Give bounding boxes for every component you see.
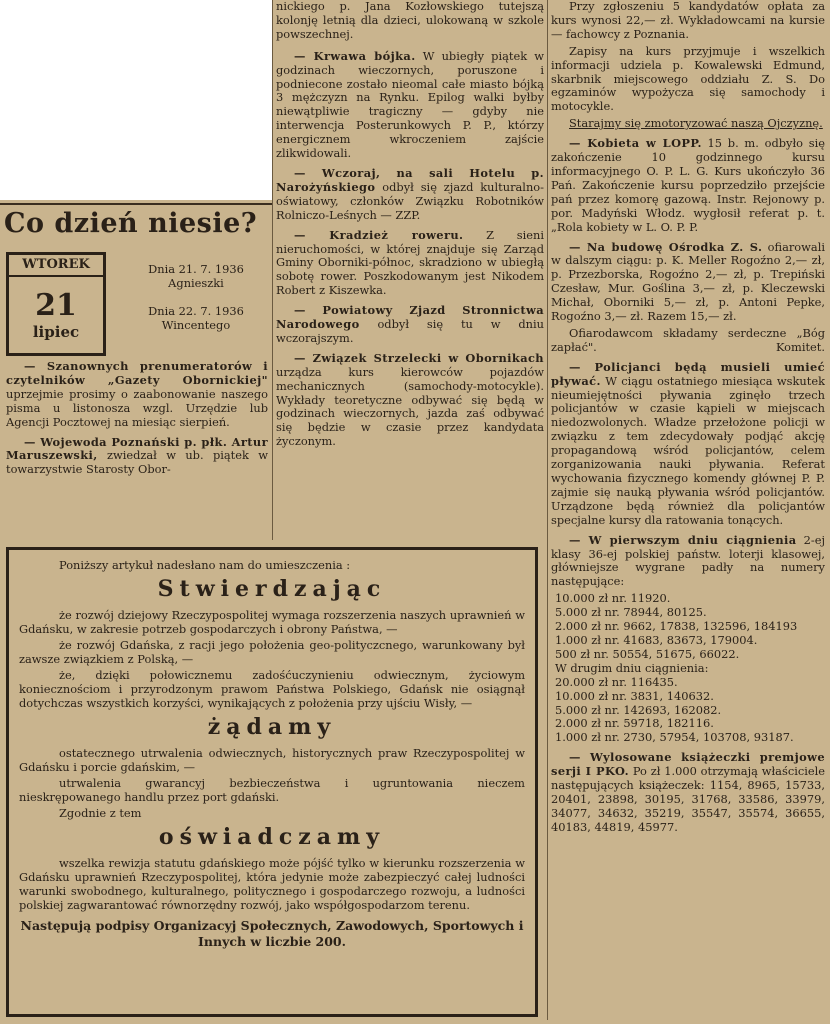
- article-heading: Stwierdzając: [157, 576, 387, 602]
- lottery-line: 5.000 zł nr. 78944, 80125.: [555, 605, 707, 620]
- news-item: — Szanownych prenumeratorów i czytelników „Gazety Obornickiej" uprzejmie prosimy o zaabonowanie naszego pisma u listonosza wzgl. Urzędzie lub Agencji Pocztowej na miesiąc sierpień.: [6, 360, 268, 429]
- news-item: — Kobieta w LOPP. 15 b. m. odbyło się zakończenie 10 godzinnego kursu informacyjnego O. P. L. G. Kurs ukończyło 36 Pań. Zakończenie kursu poprzedziło przejście pań przez komorę gazową. Instr. Rejonowy p. por. Madyński Włodz. wygłosił referat p. t. „Rola kobiety w L. O. P. P.: [551, 136, 825, 234]
- calendar-month: lipiec: [32, 323, 80, 341]
- news-column-2: [276, 0, 544, 452]
- lottery-line: 2.000 zł nr. 59718, 182116.: [555, 716, 714, 731]
- lottery-line: 500 zł nr. 50554, 51675, 66022.: [555, 646, 740, 661]
- article-paragraph: że rozwój dziejowy Rzeczypospolitej wymaga rozszerzenia naszych uprawnień w Gdańsku, w zakresie potrzeb gospodarczych i obrony Państwa, —: [19, 608, 525, 636]
- calendar-date: Dnia 22. 7. 1936: [148, 304, 244, 318]
- article-paragraph: że rozwój Gdańska, z racji jego położenia geo-polityczcnego, warunkowany był zawsze związkiem z Polską, —: [19, 638, 525, 666]
- calendar-day-number: 21: [35, 288, 77, 323]
- news-item: Starajmy się zmotoryzować naszą Ojczyznę.: [569, 116, 823, 131]
- lottery-line: 1.000 zł nr. 41683, 83673, 179004.: [555, 632, 758, 647]
- lottery-line: 1.000 zł nr. 2730, 57954, 103708, 93187.: [555, 730, 794, 745]
- news-item: Przy zgłoszeniu 5 kandydatów opłata za kurs wynosi 22,— zł. Wykładowcami na kursie — fachowcy z Poznania.: [551, 0, 825, 41]
- lottery-day2-label: W drugim dniu ciągnienia:: [555, 660, 709, 675]
- news-item: — Kradzież roweru. Z sieni nieruchomości, w której znajduje się Zarząd Gminy Oborniki-północ, skradziono w ubiegłą sobotę rower. Poszkodowanym jest Nikodem Robert z Kiszewka.: [276, 227, 544, 298]
- lottery-line: 10.000 zł nr. 11920.: [555, 591, 671, 606]
- section-rule: [0, 203, 272, 205]
- calendar-nameday: Agnieszki: [168, 276, 224, 290]
- news-item: — Na budowę Ośrodka Z. S. ofiarowali w dalszym ciągu: p. K. Meller Rogoźno 2,— zł, p. Przezborska, Rogoźno 2,— zł, p. Trepiński Czesław, Mur. Goślina 3,— zł, p. Kleczewski Michał, Oborniki 5,— zł, p. Antoni Pepke, Rogoźno 3,— zł. Razem 15,— zł.: [551, 239, 825, 324]
- news-item: Zapisy na kurs przyjmuje i wszelkich informacji udziela p. Kowalewski Edmund, skarbnik miejscowego oddziału Z. S. Do egzaminów wypożycza się samochody i motocykle.: [551, 43, 825, 114]
- news-item: — W pierwszym dniu ciągnienia 2-ej klasy 36-ej polskiej państw. loterji klasowej, główniejsze wygrane padły na numery następujące:: [551, 532, 825, 589]
- article-signature: Następują podpisy Organizacyj Społecznych, Zawodowych, Sportowych i Innych w liczbie 200.: [20, 918, 524, 949]
- calendar-dates: [130, 262, 262, 332]
- calendar-weekday: WTOREK: [9, 255, 103, 277]
- calendar-nameday: Wincentego: [161, 318, 231, 332]
- news-item: — Wczoraj, na sali Hotelu p. Narożyńskiego odbył się zjazd kulturalno-oświatowy, członków Związku Robotników Rolniczo-Leśnych — ZZP.: [276, 165, 544, 222]
- article-heading: oświadczamy: [158, 824, 386, 850]
- section-title: Co dzień niesie?: [4, 208, 258, 239]
- lottery-line: 2.000 zł nr. 9662, 17838, 132596, 184193: [555, 619, 798, 634]
- news-column-1: [6, 360, 268, 480]
- column-divider: [547, 0, 548, 1020]
- news-item: — Związek Strzelecki w Obornikach urządza kurs kierowców pojazdów mechanicznych (samochody-motocykle). Wykłady teoretyczne odbywać się będą w godzinach wieczornych, jazda zaś odbywać się będzie w czasie przez kandydata życzonym.: [276, 350, 544, 449]
- news-item: — Wojewoda Poznański p. płk. Artur Maruszewski, zwiedzał w ub. piątek w towarzystwie Starosty Obor-: [6, 434, 268, 477]
- lottery-line: 10.000 zł nr. 3831, 140632.: [555, 688, 714, 703]
- article-paragraph: Zgodnie z tem: [59, 806, 142, 820]
- news-item: nickiego p. Jana Kozłowskiego tutejszą kolonję letnią dla dzieci, ulokowaną w szkole powszechnej.: [276, 0, 544, 41]
- article-paragraph: utrwalenia gwarancyj bezbieczeństwa i ugruntowania nieczem nieskrępowanego handlu przez port gdański.: [19, 776, 525, 804]
- calendar-box: [6, 252, 106, 356]
- news-item: — Policjanci będą musieli umieć pływać. W ciągu ostatniego miesiąca wskutek nieumiejętności pływania zginęło trzech policjantów w czasie kąpieli w miejscach niedozwolonych. Władze przełożone policji w związku z tem zdecydowały podjąć akcję propagandową wśród policjantów, celem zorganizowania nauki pływania. Referat wychowania fizycznego komendy głównej P. P. zajmie się nauką pływania wśród policjantów. Urządzone będą również dla policjantów specjalne kursy dla ratowania tonących.: [551, 359, 825, 527]
- article-paragraph: wszelka rewizja statutu gdańskiego może pójść tylko w kierunku rozszerzenia w Gdańsku uprawnień Rzeczypospolitej, która jedynie może zabezpieczyć całej ludności warunki swobodnego, kulturalnego, politycznego i gospodarczego rozwoju, a ludności polskiej zagwarantować równorzędny rozwój, jako współgospodarzom terenu.: [19, 856, 525, 912]
- news-item: — Krwawa bójka. W ubiegły piątek w godzinach wieczornych, poruszone i podniecone zostało nieomal całe miasto bójką 3 mężczyzn na Rynku. Epilog walki byłby niewątpliwie tragiczny — gdyby nie interwencja Posterunkowych P. P., którzy energicznem wkroczeniem zajście zlikwidowali.: [276, 48, 544, 161]
- article-paragraph: ostatecznego utrwalenia odwiecznych, historycznych praw Rzeczypospolitej w Gdańsku i porcie gdańskim, —: [19, 746, 525, 774]
- article-paragraph: że, dzięki połowicznemu zadośćuczynieniu odwiecznym, życiowym koniecznościom i przyrodzonym prawom Państwa Polskiego, Gdańsk nie osiągnął dotychczas wszystkich korzyści, wynikających z położenia przy ujściu Wisły, —: [19, 668, 525, 710]
- lottery-line: 5.000 zł nr. 142693, 162082.: [555, 702, 722, 717]
- news-item: Ofiarodawcom składamy serdeczne „Bóg zapłać". Komitet.: [551, 325, 825, 354]
- calendar-date: Dnia 21. 7. 1936: [148, 262, 244, 276]
- lottery-line: 20.000 zł nr. 116435.: [555, 674, 678, 689]
- column-divider: [272, 0, 273, 540]
- news-item: — Powiatowy Zjazd Stronnictwa Narodowego odbył się tu w dniu wczorajszym.: [276, 303, 544, 345]
- article-intro: Poniższy artykuł nadesłano nam do umieszczenia :: [59, 558, 351, 572]
- lottery-results-day2: [551, 676, 825, 746]
- news-item: — Wylosowane książeczki premjowe serji I PKO. Po zł 1.000 otrzymają właściciele następujących książeczek: 1154, 8965, 15733, 20401, 23898, 30195, 31768, 33586, 33979, 34077, 34632, 35219, 35547, 35574, 36655, 40183, 44819, 45977.: [551, 750, 825, 834]
- news-column-3: [551, 0, 825, 838]
- boxed-article: [6, 547, 538, 1017]
- article-heading: żądamy: [207, 714, 337, 740]
- lottery-results-day1: [551, 592, 825, 662]
